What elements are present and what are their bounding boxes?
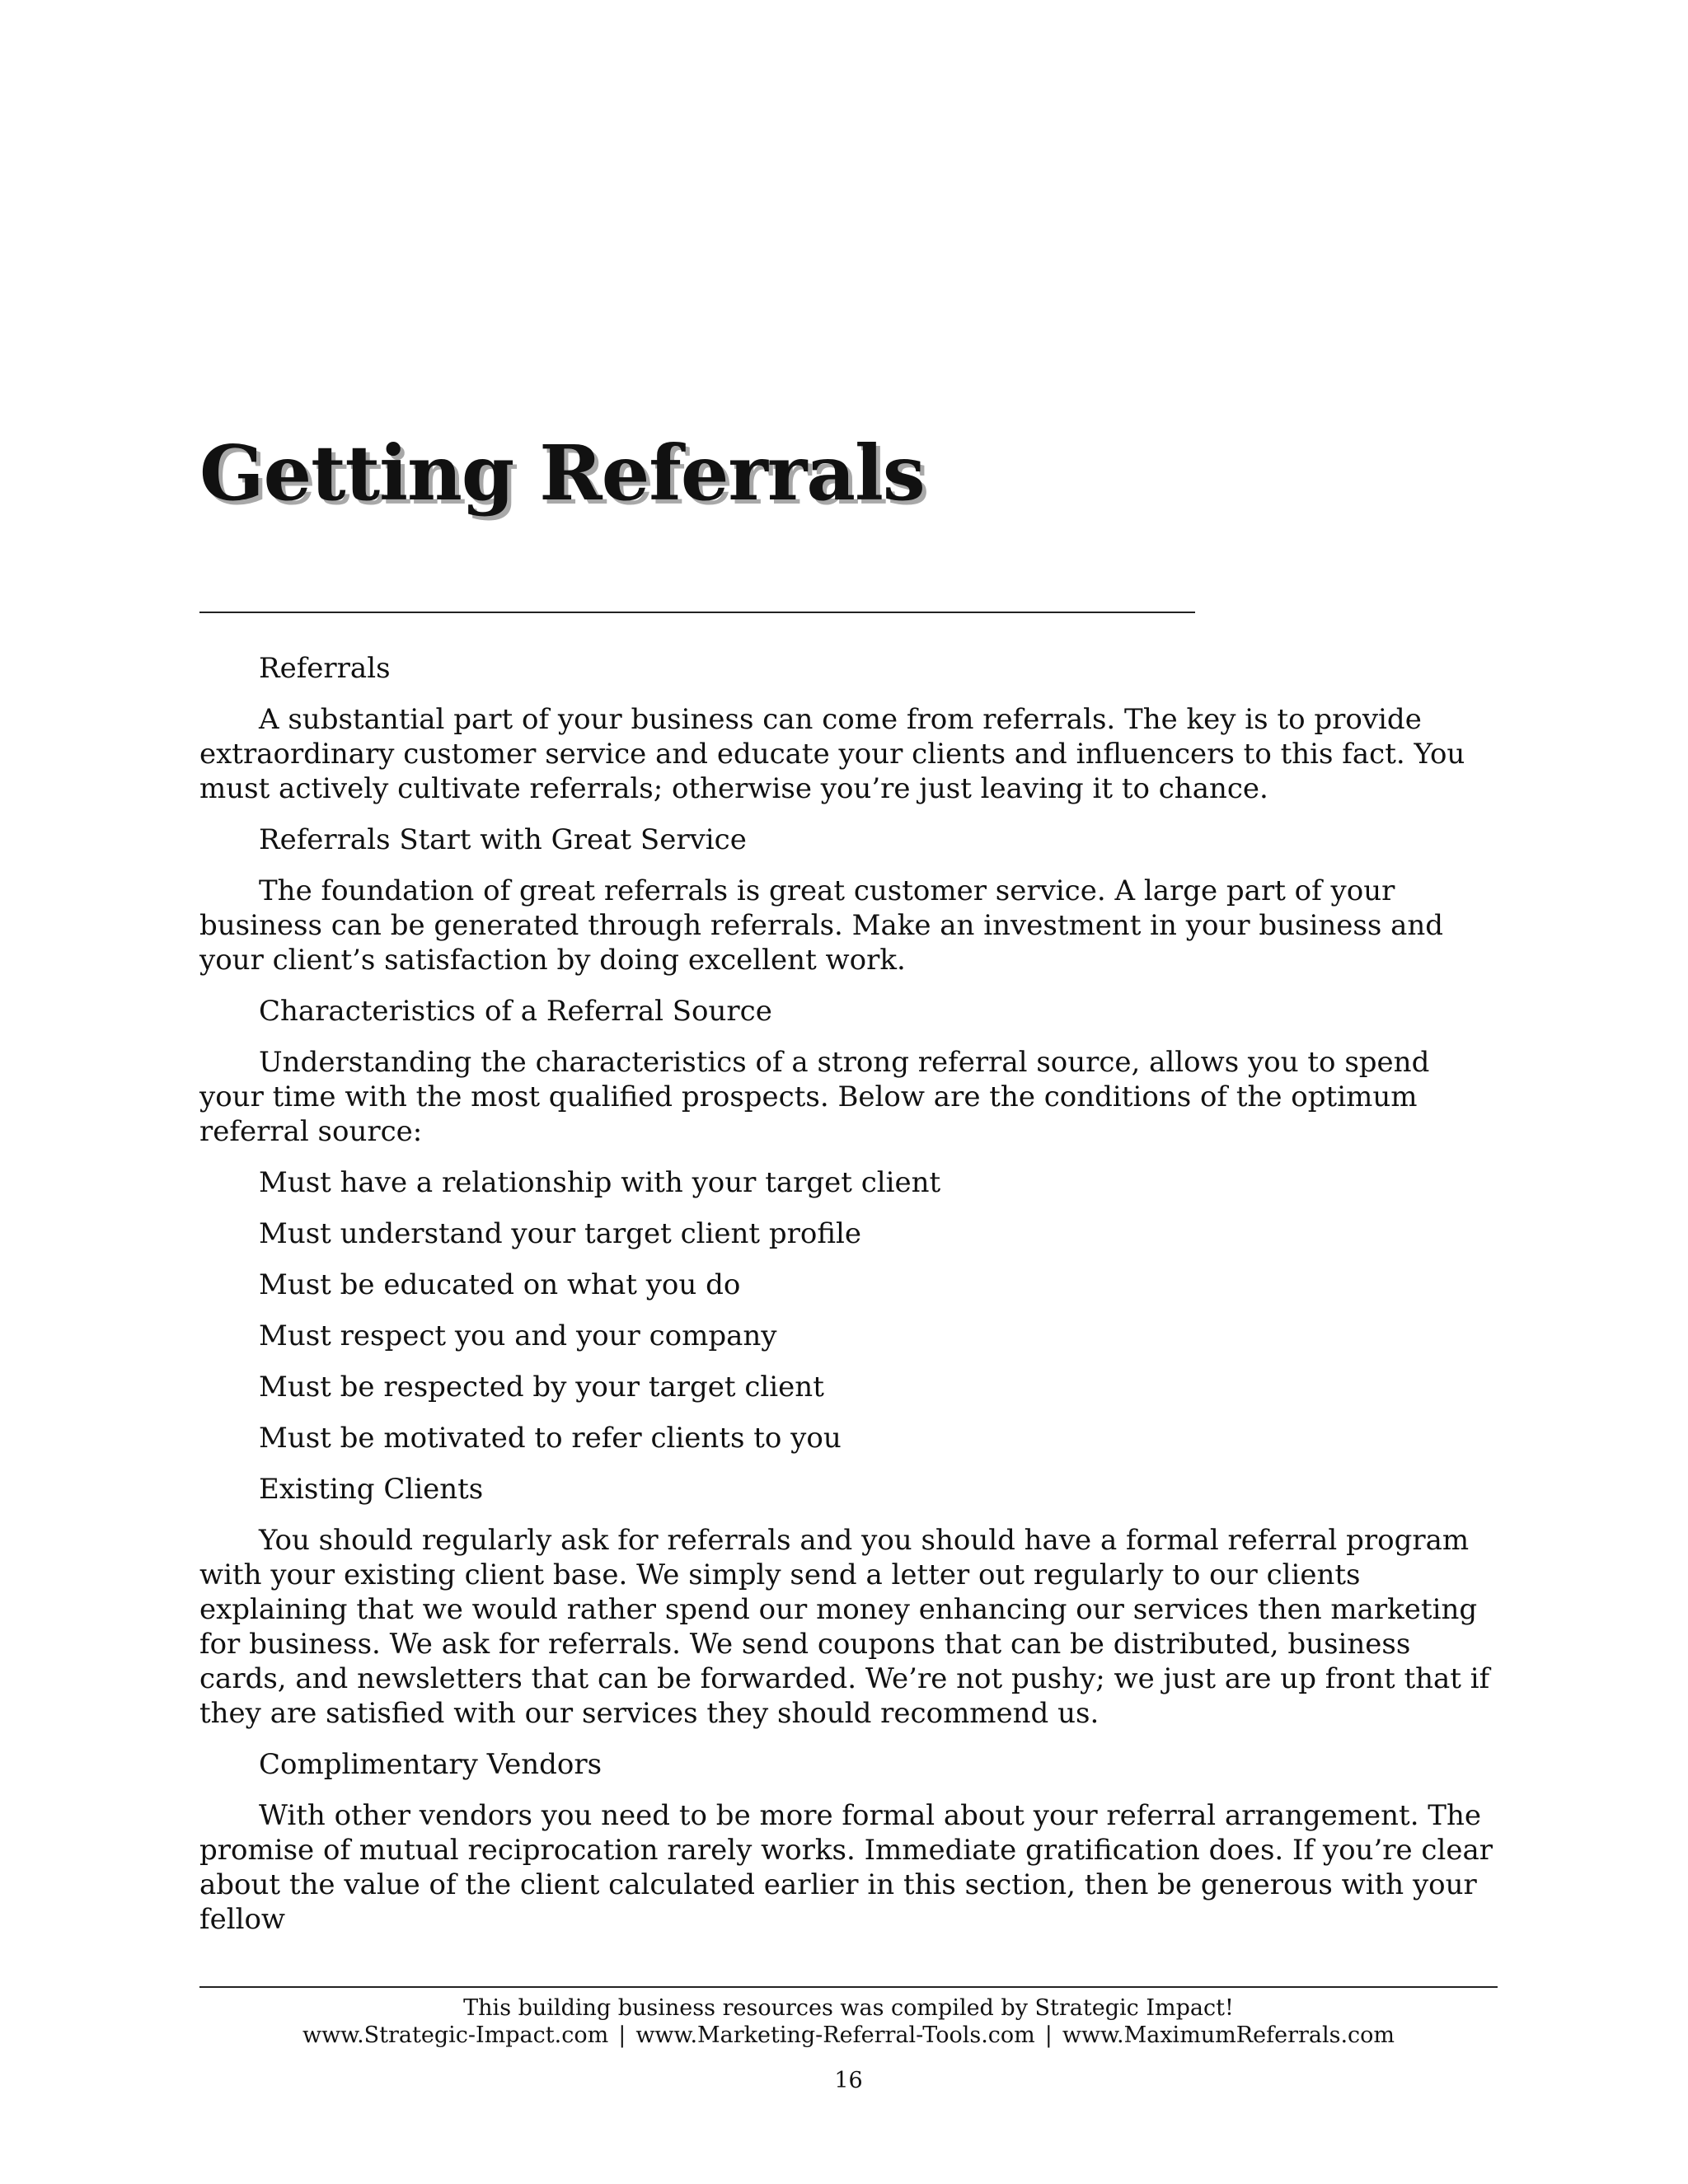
list-item: Must have a relationship with your target client xyxy=(259,1166,941,1199)
heading-existing-clients: Existing Clients xyxy=(259,1473,484,1506)
paragraph-complimentary-vendors: With other vendors you need to be more formal about your referral arrangement. The promise of mutual reciprocation rarely works. Immediate gratification does. If you’re clear about the value of the client calculated earlier in this section, then be generous with your fellow xyxy=(199,1799,1493,1936)
paragraph-characteristics: Understanding the characteristics of a strong referral source, allows you to spend your time with the most qualified prospects. Below are the conditions of the optimum referral source: xyxy=(199,1046,1430,1148)
footer-separator: | xyxy=(1044,2022,1053,2048)
list-item: Must understand your target client profile xyxy=(259,1217,862,1250)
list-item: Must be respected by your target client xyxy=(259,1371,824,1404)
title-divider xyxy=(199,612,1195,613)
footer-link-marketing-referral-tools[interactable]: www.Marketing-Referral-Tools.com xyxy=(635,2022,1035,2048)
heading-referrals: Referrals xyxy=(259,652,391,685)
footer-link-maximum-referrals[interactable]: www.MaximumReferrals.com xyxy=(1062,2022,1395,2048)
footer-divider xyxy=(199,1986,1498,1988)
footer-link-strategic-impact[interactable]: www.Strategic-Impact.com xyxy=(302,2022,609,2048)
paragraph-great-service: The foundation of great referrals is great customer service. A large part of your business can be generated through referrals. Make an investment in your business and your client’s satisfaction by doing excellent work. xyxy=(199,874,1444,977)
page-title: Getting Referrals xyxy=(199,429,925,518)
footer-separator: | xyxy=(618,2022,626,2048)
list-item: Must be motivated to refer clients to you xyxy=(259,1422,842,1455)
page-number: 16 xyxy=(834,2068,863,2093)
paragraph-existing-clients: You should regularly ask for referrals and you should have a formal referral program with your existing client base. We simply send a letter out regularly to our clients explaining that we would rather spend our money enhancing our services then marketing for business. We ask for referrals. We send coupons that can be distributed, business cards, and newsletters that can be forwarded. We’re not pushy; we just are up front that if they are satisfied with our services they should recommend us. xyxy=(199,1524,1490,1730)
list-item: Must respect you and your company xyxy=(259,1319,777,1352)
heading-characteristics: Characteristics of a Referral Source xyxy=(259,995,772,1028)
paragraph-referrals-intro: A substantial part of your business can come from referrals. The key is to provide extraordinary customer service and educate your clients and influencers to this fact. You must actively cultivate referrals; otherwise you’re just leaving it to chance. xyxy=(199,703,1465,805)
list-item: Must be educated on what you do xyxy=(259,1268,741,1301)
heading-complimentary-vendors: Complimentary Vendors xyxy=(259,1748,603,1781)
heading-great-service: Referrals Start with Great Service xyxy=(259,823,747,856)
footer-links xyxy=(199,2022,1498,2050)
body-content xyxy=(199,651,1502,1953)
footer-credit: This building business resources was compiled by Strategic Impact! xyxy=(463,1995,1234,2021)
